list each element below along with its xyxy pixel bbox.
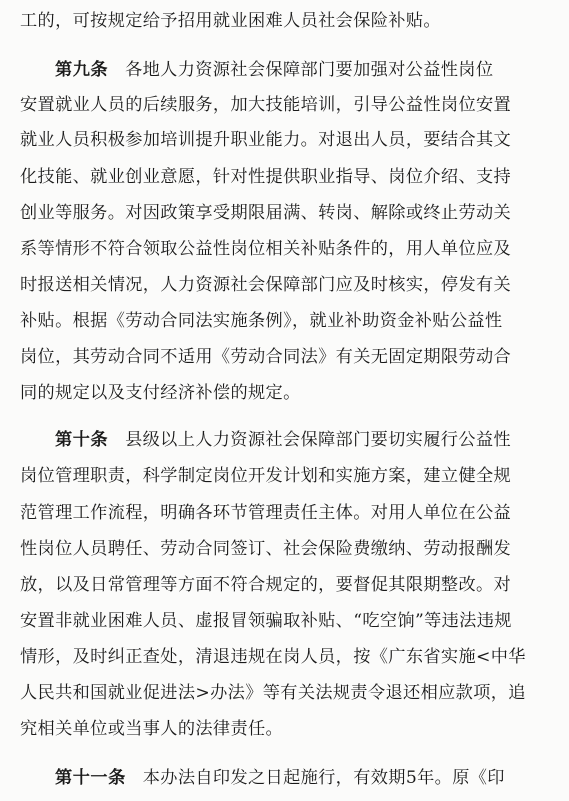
article-number: 第九条 bbox=[55, 60, 109, 80]
text-line bbox=[20, 378, 301, 408]
line-text: 范管理工作流程，明确各环节管理责任主体。对用人单位在公益 bbox=[20, 503, 512, 523]
line-text: 岗位，其劳动合同不适用《劳动合同法》有关无固定期限劳动合 bbox=[20, 347, 512, 367]
text-line bbox=[20, 234, 511, 264]
article-number: 第十一条 bbox=[55, 768, 126, 788]
text-line bbox=[20, 461, 511, 491]
text-line bbox=[20, 534, 511, 564]
text-line bbox=[20, 306, 502, 336]
line-text: 本办法自印发之日起施行，有效期5年。原《印 bbox=[142, 768, 505, 788]
article-heading-line bbox=[55, 425, 511, 455]
text-line bbox=[20, 642, 526, 672]
line-text: 人民共和国就业促进法>办法》等有关法规责令退还相应款项，追 bbox=[20, 683, 526, 703]
line-text: 究相关单位或当事人的法律责任。 bbox=[20, 719, 284, 739]
line-text: 性岗位人员聘任、劳动合同签订、社会保险费缴纳、劳动报酬发 bbox=[20, 539, 512, 559]
text-line bbox=[20, 162, 511, 192]
text-line bbox=[20, 125, 511, 155]
article-heading-line bbox=[55, 55, 493, 85]
line-text: 补贴。根据《劳动合同法实施条例》，就业补助资金补贴公益性 bbox=[20, 311, 503, 331]
text-line bbox=[20, 714, 283, 744]
line-text: 时报送相关情况，人力资源社会保障部门应及时核实，停发有关 bbox=[20, 275, 512, 295]
article-heading-line bbox=[55, 763, 505, 793]
text-line bbox=[20, 498, 511, 528]
text-line bbox=[20, 270, 511, 300]
line-text: 化技能、就业创业意愿，针对性提供职业指导、岗位介绍、支持 bbox=[20, 167, 512, 187]
text-line bbox=[20, 198, 511, 228]
line-text: 就业人员积极参加培训提升职业能力。对退出人员，要结合其文 bbox=[20, 130, 512, 150]
text-line bbox=[20, 342, 511, 372]
line-text: 各地人力资源社会保障部门要加强对公益性岗位 bbox=[125, 60, 494, 80]
line-text: 创业等服务。对因政策享受期限届满、转岗、解除或终止劳动关 bbox=[20, 203, 512, 223]
text-line bbox=[20, 6, 441, 36]
line-text: 岗位管理职责，科学制定岗位开发计划和实施方案，建立健全规 bbox=[20, 466, 512, 486]
line-text: 工的，可按规定给予招用就业困难人员社会保险补贴。 bbox=[20, 11, 441, 31]
line-text: 安置非就业困难人员、虚报冒领骗取补贴、“吃空饷”等违法违规 bbox=[20, 611, 512, 631]
text-line bbox=[20, 678, 526, 708]
line-text: 同的规定以及支付经济补偿的规定。 bbox=[20, 383, 301, 403]
text-line bbox=[20, 90, 511, 120]
line-text: 放，以及日常管理等方面不符合规定的，要督促其限期整改。对 bbox=[20, 575, 512, 595]
article-number: 第十条 bbox=[55, 430, 109, 450]
line-text: 安置就业人员的后续服务，加大技能培训，引导公益性岗位安置 bbox=[20, 95, 512, 115]
line-text: 情形，及时纠正查处，清退违规在岗人员，按《广东省实施<中华 bbox=[20, 647, 526, 667]
text-line bbox=[20, 606, 512, 636]
line-text: 系等情形不符合领取公益性岗位相关补贴条件的，用人单位应及 bbox=[20, 239, 512, 259]
text-line bbox=[20, 570, 511, 600]
line-text: 县级以上人力资源社会保障部门要切实履行公益性 bbox=[125, 430, 511, 450]
